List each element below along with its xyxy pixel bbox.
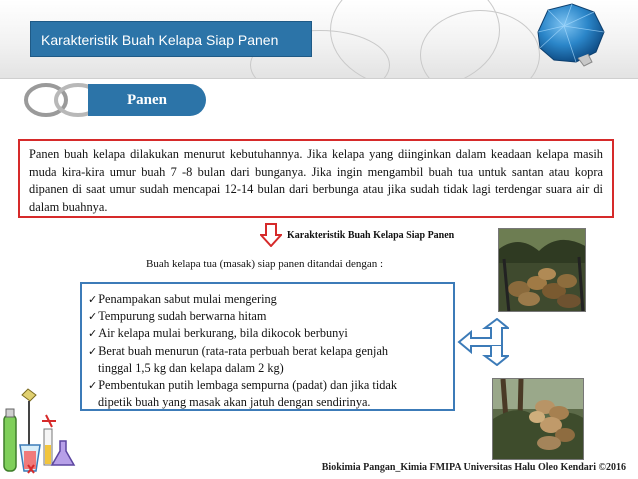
intro-text: Buah kelapa tua (masak) siap panen ditandai dengan : xyxy=(146,258,384,270)
lab-equipment-icon xyxy=(0,385,80,477)
header-divider xyxy=(0,78,638,79)
coconut-pile-image xyxy=(499,229,586,312)
slide-title: Karakteristik Buah Kelapa Siap Panen xyxy=(30,21,312,57)
harvest-paragraph: Panen buah kelapa dilakukan menurut kebutuhannya. Jika kelapa yang diinginkan dalam keadaan kelapa masih muda kira-kira umur buah 7 -8 bulan dari bunganya. Jika ingin mengambil buah tua untuk santan atau kopra dipanen di saat umur sudah mencapai 12-14 bulan dari berbunga atau jika sudah tidak lagi terdengar suara air di dalam buahnya. xyxy=(18,139,614,218)
left-right-up-arrow-icon xyxy=(457,318,509,366)
list-item: ✓Tempurung sudah berwarna hitam xyxy=(88,309,267,324)
check-icon: ✓ xyxy=(88,344,98,358)
section-label: Panen xyxy=(88,84,206,116)
characteristics-list xyxy=(88,291,447,411)
check-icon: ✓ xyxy=(88,379,98,393)
check-icon: ✓ xyxy=(88,310,98,324)
list-item: ✓Pembentukan putih lembaga sempurna (padat) dan jika tidak dipetik buah yang masak akan jatuh dengan sendirinya. xyxy=(88,378,398,410)
list-item: ✓Air kelapa mulai berkurang, bila dikocok berbunyi xyxy=(88,326,348,341)
lightbulb-icon xyxy=(520,2,612,68)
check-icon: ✓ xyxy=(88,327,98,341)
check-icon: ✓ xyxy=(88,293,98,306)
down-arrow-icon xyxy=(260,223,282,247)
coconut-tree-photo xyxy=(492,378,584,460)
coconut-pile-photo xyxy=(498,228,586,312)
list-item: ✓Penampakan sabut mulai mengering xyxy=(88,292,277,306)
footer-credit: Biokimia Pangan_Kimia FMIPA Universitas Halu Oleo Kendari ©2016 xyxy=(321,462,626,473)
arrow-label: Karakteristik Buah Kelapa Siap Panen xyxy=(287,230,455,241)
list-item: ✓Berat buah menurun (rata-rata perbuah berat kelapa genjah tinggal 1,5 kg dan kelapa dalam 2 kg) xyxy=(88,343,389,375)
coconut-tree-image xyxy=(493,379,584,460)
characteristics-box xyxy=(80,282,455,411)
